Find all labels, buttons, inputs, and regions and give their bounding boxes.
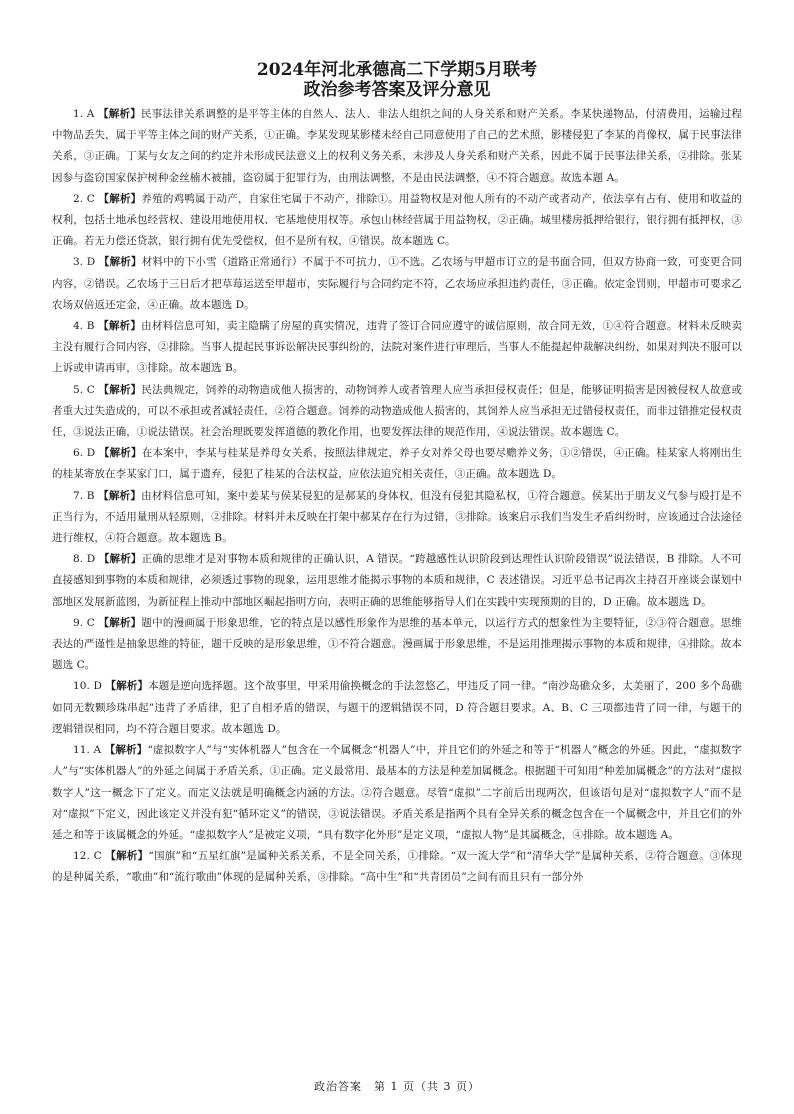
analysis-tag: 【解析】 <box>98 489 142 502</box>
answer-item <box>52 676 742 740</box>
analysis-tag: 【解析】 <box>98 256 142 269</box>
analysis-tag: 【解析】 <box>98 383 142 396</box>
answer-number: 3. D <box>73 256 96 269</box>
document-title: 2024年河北承德高二下学期5月联考 <box>256 60 538 80</box>
answer-item <box>52 443 742 485</box>
answer-item <box>52 252 742 316</box>
answer-text: 由材料信息可知，案中姜某与侯某侵犯的是郝某的身体权，但没有侵犯其隐私权，①符合题意。侯某出于朋友义气参与殴打是不正当行为，不适用量刑从轻原则，②排除。材料并未反映在打架中郝某存在行为过错，③排除。该案启示我们当发生矛盾纠纷时，应该通过合法途径进行维权，④符合题意。故本题选 B。 <box>52 489 742 545</box>
page-footer: 政治答案 第 1 页（共 3 页） <box>314 1080 480 1093</box>
answer-item <box>52 740 742 846</box>
answer-text: 养殖的鸡鸭属于动产，自家住宅属于不动产，排除①。用益物权是对他人所有的不动产或者动产，依法享有占有、使用和收益的权利，包括土地承包经营权、建设用地使用权、宅基地使用权等。承包山林经营属于用益物权，②正确。城里楼房抵押给银行，银行拥有抵押权，③正确。若无力偿还贷款，银行拥有优先受偿权，但不是所有权，④错误。故本题选 C。 <box>52 192 742 248</box>
answer-number: 12. C <box>73 850 102 863</box>
analysis-tag: 【解析】 <box>98 192 142 205</box>
analysis-tag: 【解析】 <box>98 616 142 629</box>
answer-item <box>52 549 742 613</box>
answer-text: 民事法律关系调整的是平等主体的自然人、法人、非法人组织之间的人身关系和财产关系。李某快递物品，付清费用，运输过程中物品丢失，属于平等主体之间的财产关系，①正确。李某发现某影楼未经自己同意使用了自己的艺术照，影楼侵犯了李某的肖像权，属于民事法律关系，③正确。丁某与女友之间的约定并未形成民法意义上的权利义务关系，未涉及人身关系和财产关系，因此不属于民事法律关系，②排除。张某因参与盗窃国家保护树种金丝楠木被捕，盗窃属于犯罪行为，由刑法调整，不是由民法调整，④不符合题意。故选本题 A。 <box>52 108 742 184</box>
answer-text: 本题是逆向选择题。这个故事里，甲采用偷换概念的手法忽悠乙，甲违反了同一律。“南沙岛礁众多，太美丽了，200 多个岛礁如同无数颗珍珠串起”违背了矛盾律，犯了自相矛盾的错误，与题干的逻辑错误不同，D 符合题目要求。A、B、C 三项都违背了同一律，与题干的逻辑错误相同，均不符合题目要求。故本题选 D。 <box>52 680 742 735</box>
answer-number: 2. C <box>73 192 95 205</box>
answer-list <box>52 104 742 889</box>
analysis-tag: 【解析】 <box>98 320 142 333</box>
answer-item <box>52 613 742 677</box>
analysis-tag: 【解析】 <box>105 850 149 863</box>
document-subtitle: 政治参考答案及评分意见 <box>303 80 491 100</box>
analysis-tag: 【解析】 <box>98 553 142 566</box>
answer-text: “国旗”和“五星红旗”是属种关系关系，不是全同关系，①排除。“双一流大学”和“清华大学”是属种关系，②符合题意。③体现的是种属关系，“歌曲”和“流行歌曲”体现的是属种关系，③排除。“高中生”和“共青团员”之间有而且只有一部分外 <box>52 850 742 884</box>
answer-number: 7. B <box>73 489 95 502</box>
answer-text: 正确的思维才是对事物本质和规律的正确认识，A 错误。“跨越感性认识阶段到达理性认识阶段错误”说法错误，B 排除。人不可直接感知到事物的本质和规律，必须透过事物的现象，运用思维才能揭示事物的本质和规律，C 表述错误。习近平总书记再次主持召开座谈会谋划中部地区发展新蓝图，为新征程上推动中部地区崛起指明方向，表明正确的思维能够指导人们在实践中实现预期的目的，D 正确。故本题选 D。 <box>52 553 742 608</box>
analysis-tag: 【解析】 <box>104 744 148 757</box>
answer-number: 11. A <box>73 744 102 757</box>
answer-item <box>52 486 742 550</box>
analysis-tag: 【解析】 <box>98 108 141 120</box>
answer-number: 5. C <box>73 383 95 396</box>
answer-number: 6. D <box>73 447 96 460</box>
answer-text: 由材料信息可知，卖主隐瞒了房屋的真实情况，违背了签订合同应遵守的诚信原则，故合同无效，①④符合题意。材料未反映卖主没有履行合同内容，②排除。当事人提起民事诉讼解决民事纠纷的，法院对案件进行审理后，当事人不能提起仲裁解决纠纷，如果对判决不服可以上诉或申请再审，③排除。故本题选 B。 <box>52 320 742 375</box>
analysis-tag: 【解析】 <box>105 680 149 693</box>
answer-number: 8. D <box>73 553 96 566</box>
answer-item <box>52 846 742 888</box>
answer-text: 题中的漫画属于形象思维，它的特点是以感性形象作为思维的基本单元，以运行方式的想象性为主要特征，②③符合题意。思维表达的严谨性是抽象思维的特征，题干反映的是形象思维，①不符合题意。漫画属于形象思维，不是运用推理揭示事物的本质和规律，④排除。故本题选 C。 <box>52 616 742 672</box>
answer-number: 9. C <box>73 616 95 629</box>
answer-item <box>52 380 742 444</box>
answer-item <box>52 189 742 253</box>
answer-text: 民法典规定，饲养的动物造成他人损害的，动物饲养人或者管理人应当承担侵权责任；但是，能够证明损害是因被侵权人故意或者重大过失造成的，可以不承担或者减轻责任，②符合题意。饲养的动物造成他人损害的，其饲养人应当承担无过错侵权责任，而非过错推定侵权责任，③说法正确，①说法错误。社会治理既要发挥道德的教化作用，也要发挥法律的规范作用，④说法错误。故本题选 C。 <box>52 383 742 439</box>
document-page <box>52 60 742 889</box>
answer-text: 材料中的下小雪（道路正常通行）不属于不可抗力，①不选。乙农场与甲超市订立的是书面合同，但双方协商一致，可变更合同内容，②错误。乙农场于三日后才把草莓运送至甲超市，实际履行与合同约定不符，乙农场应承担违约责任，③正确。依定金罚则，甲超市可要求乙农场双倍返还定金，④正确。故本题选 D。 <box>52 256 742 311</box>
answer-item <box>52 316 742 380</box>
answer-number: 10. D <box>73 680 103 693</box>
answer-number: 4. B <box>73 320 95 333</box>
analysis-tag: 【解析】 <box>98 447 142 460</box>
answer-number: 1. A <box>73 108 95 120</box>
answer-item <box>52 104 742 189</box>
answer-text: 在本案中，李某与桂某是养母女关系，按照法律规定，养子女对养父母也要尽赡养义务，①②错误，④正确。桂某家人将刚出生的桂某寄放在李某家门口，属于遗弃，侵犯了桂某的合法权益，应依法追究相关责任，③正确。故本题选 D。 <box>52 447 742 481</box>
answer-text: “虚拟数字人”与“实体机器人”包含在一个属概念“机器人”中，并且它们的外延之和等于“机器人”概念的外延。因此，“虚拟数字人”与“实体机器人”的外延之间属于矛盾关系，①正确。定义最常用、最基本的方法是种差加属概念。根据题干可知用“种差加属概念”的方法对“虚拟数字人”这一概念下了定义。而定义法就是明确概念内涵的方法。②符合题意。尽管“虚拟”二字前后出现两次，但该语句是对“虚拟数字人”而不是对“虚拟”下定义，因此该定义并没有犯“循环定义”的错误，③说法错误。矛盾关系是指两个具有全异关系的概念包含在一个属概念中，并且它们的外延之和等于该属概念的外延。“虚拟数字人”是被定义项，“具有数字化外形”是定义项，“虚拟人物”是其属概念，④排除。故本题选 A。 <box>52 744 743 841</box>
